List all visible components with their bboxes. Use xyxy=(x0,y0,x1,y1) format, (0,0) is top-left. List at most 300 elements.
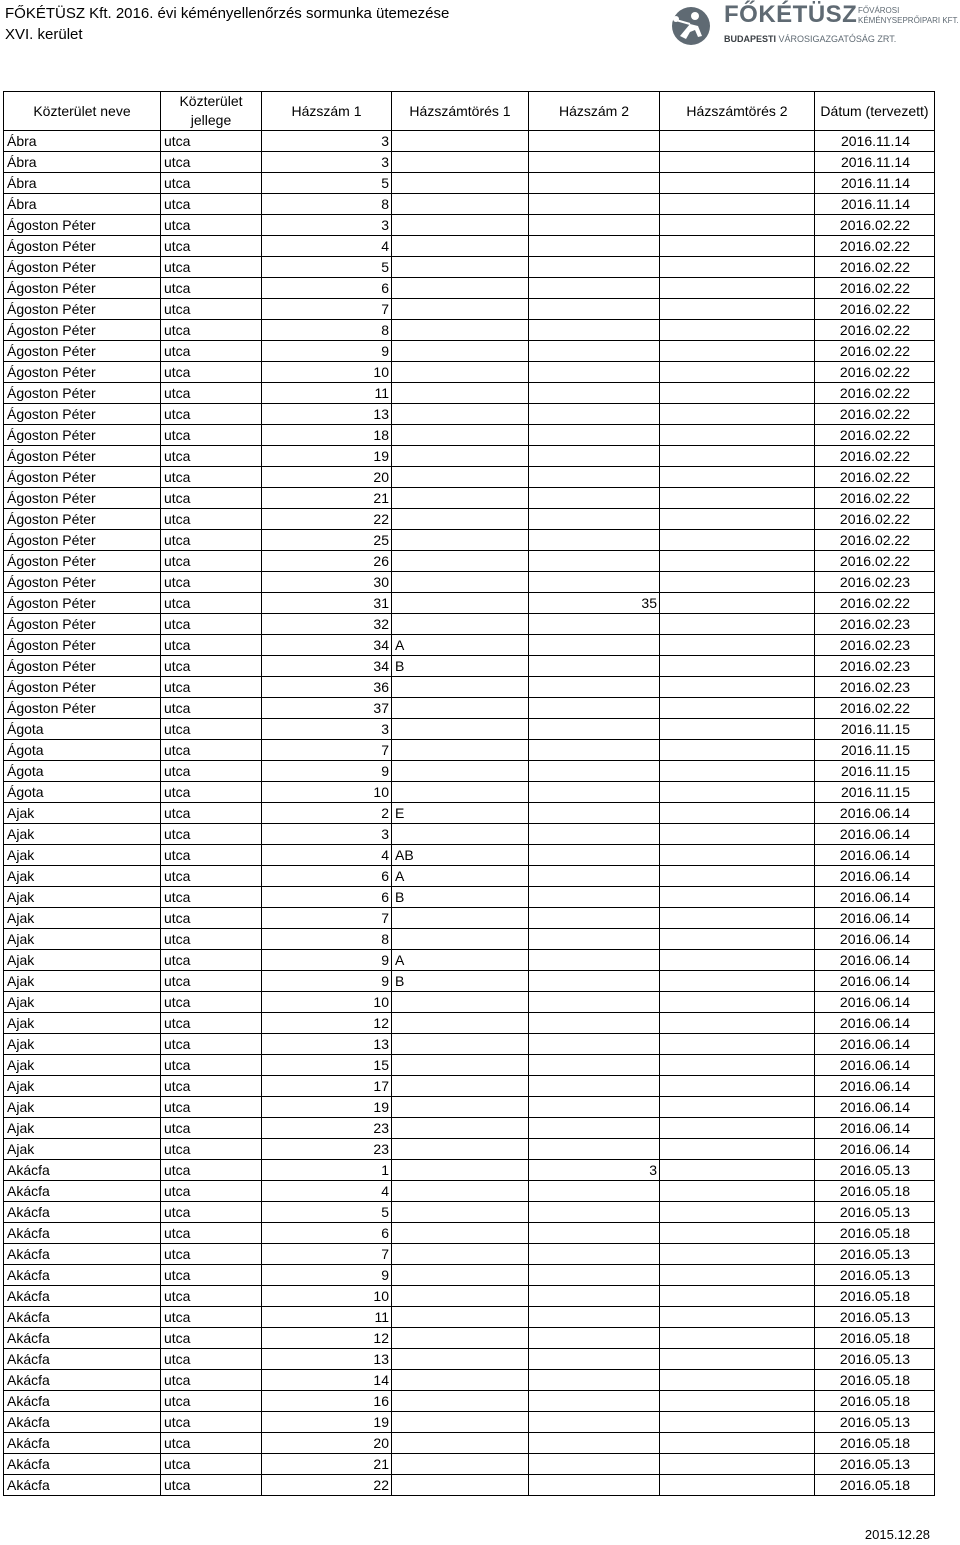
cell-hazszam-2 xyxy=(529,824,660,845)
cell-hazszam-2 xyxy=(529,299,660,320)
table-row xyxy=(4,740,935,761)
company-logo xyxy=(668,0,958,52)
cell-datum: 2016.05.13 xyxy=(815,1202,935,1223)
cell-datum: 2016.02.22 xyxy=(815,278,935,299)
cell-datum: 2016.02.22 xyxy=(815,362,935,383)
cell-hazszam-1: 9 xyxy=(262,971,392,992)
cell-hazszam-2 xyxy=(529,404,660,425)
cell-hazszam-2 xyxy=(529,677,660,698)
cell-kozterulet-jellege: utca xyxy=(161,887,262,908)
cell-datum: 2016.02.22 xyxy=(815,320,935,341)
cell-kozterulet-neve: Ágoston Péter xyxy=(4,572,161,593)
table-row xyxy=(4,530,935,551)
cell-kozterulet-jellege: utca xyxy=(161,1307,262,1328)
cell-hazszamtores-2 xyxy=(660,1139,815,1160)
cell-hazszamtores-1 xyxy=(392,1412,529,1433)
cell-hazszamtores-2 xyxy=(660,194,815,215)
table-row xyxy=(4,1118,935,1139)
cell-hazszamtores-1 xyxy=(392,782,529,803)
cell-kozterulet-jellege: utca xyxy=(161,1412,262,1433)
cell-hazszam-1: 2 xyxy=(262,803,392,824)
table-row xyxy=(4,1454,935,1475)
cell-hazszamtores-2 xyxy=(660,971,815,992)
cell-hazszam-2 xyxy=(529,1265,660,1286)
cell-kozterulet-neve: Ágoston Péter xyxy=(4,467,161,488)
cell-kozterulet-jellege: utca xyxy=(161,635,262,656)
cell-hazszam-1: 22 xyxy=(262,509,392,530)
cell-datum: 2016.05.18 xyxy=(815,1328,935,1349)
cell-kozterulet-neve: Ágoston Péter xyxy=(4,677,161,698)
table-row xyxy=(4,467,935,488)
cell-hazszamtores-2 xyxy=(660,635,815,656)
cell-hazszamtores-1 xyxy=(392,1370,529,1391)
cell-hazszam-1: 9 xyxy=(262,950,392,971)
cell-hazszamtores-2 xyxy=(660,1118,815,1139)
cell-kozterulet-neve: Ajak xyxy=(4,1034,161,1055)
table-row xyxy=(4,1475,935,1496)
cell-hazszamtores-2 xyxy=(660,1265,815,1286)
cell-hazszam-1: 21 xyxy=(262,1454,392,1475)
cell-hazszamtores-2 xyxy=(660,152,815,173)
cell-hazszamtores-2 xyxy=(660,614,815,635)
cell-kozterulet-neve: Ágoston Péter xyxy=(4,236,161,257)
cell-hazszam-1: 31 xyxy=(262,593,392,614)
cell-datum: 2016.02.22 xyxy=(815,404,935,425)
cell-hazszam-2 xyxy=(529,929,660,950)
table-row xyxy=(4,1286,935,1307)
cell-kozterulet-neve: Ábra xyxy=(4,194,161,215)
cell-hazszamtores-2 xyxy=(660,509,815,530)
cell-hazszamtores-1 xyxy=(392,278,529,299)
cell-hazszam-2 xyxy=(529,1433,660,1454)
cell-hazszamtores-1 xyxy=(392,677,529,698)
cell-datum: 2016.06.14 xyxy=(815,992,935,1013)
cell-kozterulet-jellege: utca xyxy=(161,1118,262,1139)
cell-hazszam-2 xyxy=(529,1349,660,1370)
table-row xyxy=(4,1391,935,1412)
cell-hazszamtores-2 xyxy=(660,467,815,488)
cell-hazszam-2 xyxy=(529,740,660,761)
cell-kozterulet-neve: Akácfa xyxy=(4,1454,161,1475)
cell-hazszamtores-1 xyxy=(392,719,529,740)
cell-datum: 2016.06.14 xyxy=(815,1097,935,1118)
cell-hazszam-2 xyxy=(529,1055,660,1076)
chimney-sweep-emblem-icon xyxy=(668,6,714,46)
cell-hazszamtores-1 xyxy=(392,341,529,362)
cell-hazszamtores-2 xyxy=(660,320,815,341)
cell-hazszamtores-1 xyxy=(392,1181,529,1202)
cell-hazszamtores-1 xyxy=(392,257,529,278)
cell-hazszam-2 xyxy=(529,761,660,782)
cell-datum: 2016.06.14 xyxy=(815,887,935,908)
cell-kozterulet-neve: Ágoston Péter xyxy=(4,614,161,635)
table-row xyxy=(4,824,935,845)
cell-hazszamtores-1 xyxy=(392,1160,529,1181)
cell-hazszam-1: 36 xyxy=(262,677,392,698)
cell-hazszamtores-2 xyxy=(660,572,815,593)
cell-hazszamtores-2 xyxy=(660,236,815,257)
cell-hazszam-1: 14 xyxy=(262,1370,392,1391)
cell-kozterulet-jellege: utca xyxy=(161,803,262,824)
cell-hazszamtores-2 xyxy=(660,1370,815,1391)
cell-hazszam-2: 35 xyxy=(529,593,660,614)
cell-datum: 2016.05.18 xyxy=(815,1181,935,1202)
cell-kozterulet-neve: Akácfa xyxy=(4,1370,161,1391)
cell-kozterulet-neve: Ágoston Péter xyxy=(4,656,161,677)
cell-hazszam-2 xyxy=(529,1034,660,1055)
table-row xyxy=(4,677,935,698)
cell-hazszam-2 xyxy=(529,614,660,635)
table-row xyxy=(4,1433,935,1454)
cell-hazszam-2 xyxy=(529,971,660,992)
cell-kozterulet-neve: Akácfa xyxy=(4,1433,161,1454)
cell-hazszamtores-2 xyxy=(660,761,815,782)
cell-kozterulet-neve: Ágoston Péter xyxy=(4,698,161,719)
cell-hazszam-2 xyxy=(529,551,660,572)
cell-kozterulet-neve: Ajak xyxy=(4,929,161,950)
cell-hazszamtores-2 xyxy=(660,845,815,866)
cell-hazszam-2 xyxy=(529,992,660,1013)
cell-hazszam-2 xyxy=(529,1412,660,1433)
cell-kozterulet-neve: Ábra xyxy=(4,152,161,173)
cell-hazszamtores-2 xyxy=(660,257,815,278)
cell-datum: 2016.05.13 xyxy=(815,1307,935,1328)
cell-kozterulet-jellege: utca xyxy=(161,173,262,194)
cell-kozterulet-jellege: utca xyxy=(161,1013,262,1034)
cell-hazszam-1: 11 xyxy=(262,1307,392,1328)
logo-bottom-bold: BUDAPESTI xyxy=(724,34,777,44)
logo-sub-line-1: FŐVÁROSI xyxy=(858,6,900,15)
cell-kozterulet-jellege: utca xyxy=(161,1328,262,1349)
cell-datum: 2016.05.18 xyxy=(815,1475,935,1496)
logo-bottom-line xyxy=(724,34,896,45)
cell-hazszam-2 xyxy=(529,887,660,908)
cell-hazszam-2 xyxy=(529,1223,660,1244)
cell-kozterulet-neve: Ágoston Péter xyxy=(4,446,161,467)
cell-hazszam-2 xyxy=(529,1328,660,1349)
cell-hazszam-2 xyxy=(529,341,660,362)
cell-kozterulet-neve: Ágoston Péter xyxy=(4,551,161,572)
table-row xyxy=(4,509,935,530)
cell-hazszam-2 xyxy=(529,320,660,341)
cell-hazszam-2 xyxy=(529,1013,660,1034)
table-row xyxy=(4,1244,935,1265)
cell-datum: 2016.02.23 xyxy=(815,656,935,677)
cell-hazszam-2 xyxy=(529,1202,660,1223)
cell-hazszamtores-2 xyxy=(660,1307,815,1328)
table-body xyxy=(4,131,935,1496)
cell-hazszamtores-2 xyxy=(660,1433,815,1454)
logo-sub-line-2: KÉMÉNYSEPRŐIPARI KFT. xyxy=(858,16,959,25)
cell-hazszam-1: 16 xyxy=(262,1391,392,1412)
cell-hazszam-2 xyxy=(529,467,660,488)
table-row xyxy=(4,698,935,719)
cell-hazszam-2 xyxy=(529,1307,660,1328)
cell-kozterulet-jellege: utca xyxy=(161,950,262,971)
cell-datum: 2016.11.14 xyxy=(815,152,935,173)
cell-hazszamtores-1 xyxy=(392,194,529,215)
cell-hazszam-1: 5 xyxy=(262,257,392,278)
cell-hazszamtores-1 xyxy=(392,320,529,341)
cell-hazszamtores-1 xyxy=(392,698,529,719)
cell-hazszam-1: 13 xyxy=(262,1349,392,1370)
cell-hazszamtores-1 xyxy=(392,1307,529,1328)
cell-hazszam-2 xyxy=(529,782,660,803)
cell-kozterulet-neve: Ajak xyxy=(4,845,161,866)
table-row xyxy=(4,1307,935,1328)
schedule-table xyxy=(3,91,935,1496)
cell-hazszamtores-1 xyxy=(392,215,529,236)
cell-datum: 2016.05.13 xyxy=(815,1265,935,1286)
cell-hazszam-1: 18 xyxy=(262,425,392,446)
cell-hazszam-2 xyxy=(529,635,660,656)
cell-datum: 2016.02.22 xyxy=(815,467,935,488)
cell-hazszam-1: 9 xyxy=(262,761,392,782)
cell-kozterulet-neve: Ábra xyxy=(4,173,161,194)
cell-hazszamtores-2 xyxy=(660,1097,815,1118)
cell-hazszamtores-1 xyxy=(392,404,529,425)
cell-hazszamtores-1 xyxy=(392,1286,529,1307)
header-hazszam-2: Házszám 2 xyxy=(529,92,660,131)
cell-hazszam-1: 34 xyxy=(262,656,392,677)
cell-kozterulet-neve: Ágoston Péter xyxy=(4,509,161,530)
cell-hazszam-1: 7 xyxy=(262,740,392,761)
cell-datum: 2016.05.18 xyxy=(815,1391,935,1412)
cell-kozterulet-neve: Ágoston Péter xyxy=(4,425,161,446)
header-hazszamtores-2: Házszámtörés 2 xyxy=(660,92,815,131)
cell-hazszamtores-1 xyxy=(392,299,529,320)
cell-datum: 2016.06.14 xyxy=(815,824,935,845)
table-row xyxy=(4,278,935,299)
cell-datum: 2016.06.14 xyxy=(815,1055,935,1076)
cell-datum: 2016.05.18 xyxy=(815,1433,935,1454)
table-row xyxy=(4,719,935,740)
cell-kozterulet-neve: Ajak xyxy=(4,1097,161,1118)
cell-kozterulet-jellege: utca xyxy=(161,866,262,887)
cell-hazszamtores-1 xyxy=(392,131,529,152)
cell-hazszam-1: 30 xyxy=(262,572,392,593)
cell-datum: 2016.05.18 xyxy=(815,1286,935,1307)
table-row xyxy=(4,593,935,614)
cell-datum: 2016.11.15 xyxy=(815,719,935,740)
cell-hazszam-2 xyxy=(529,278,660,299)
cell-kozterulet-jellege: utca xyxy=(161,278,262,299)
cell-kozterulet-neve: Ajak xyxy=(4,1139,161,1160)
cell-hazszam-2 xyxy=(529,572,660,593)
cell-hazszam-2 xyxy=(529,803,660,824)
cell-hazszam-2 xyxy=(529,908,660,929)
cell-hazszamtores-1 xyxy=(392,1391,529,1412)
cell-datum: 2016.02.22 xyxy=(815,509,935,530)
table-row xyxy=(4,614,935,635)
cell-hazszamtores-1 xyxy=(392,908,529,929)
cell-datum: 2016.02.22 xyxy=(815,215,935,236)
cell-hazszamtores-1 xyxy=(392,1328,529,1349)
table-row xyxy=(4,971,935,992)
cell-hazszamtores-1 xyxy=(392,1055,529,1076)
cell-kozterulet-neve: Ábra xyxy=(4,131,161,152)
cell-hazszam-1: 10 xyxy=(262,782,392,803)
cell-datum: 2016.11.14 xyxy=(815,131,935,152)
cell-datum: 2016.02.22 xyxy=(815,446,935,467)
cell-hazszam-1: 3 xyxy=(262,824,392,845)
cell-hazszamtores-1 xyxy=(392,446,529,467)
cell-kozterulet-jellege: utca xyxy=(161,530,262,551)
cell-kozterulet-jellege: utca xyxy=(161,299,262,320)
cell-kozterulet-jellege: utca xyxy=(161,1265,262,1286)
cell-kozterulet-jellege: utca xyxy=(161,677,262,698)
cell-hazszam-2 xyxy=(529,1097,660,1118)
table-row xyxy=(4,1265,935,1286)
cell-hazszamtores-1 xyxy=(392,1076,529,1097)
cell-kozterulet-neve: Akácfa xyxy=(4,1475,161,1496)
cell-hazszamtores-2 xyxy=(660,1223,815,1244)
cell-hazszam-2 xyxy=(529,383,660,404)
cell-kozterulet-neve: Ajak xyxy=(4,1055,161,1076)
cell-hazszamtores-2 xyxy=(660,1349,815,1370)
cell-kozterulet-jellege: utca xyxy=(161,320,262,341)
cell-kozterulet-jellege: utca xyxy=(161,1160,262,1181)
cell-hazszam-2 xyxy=(529,215,660,236)
cell-hazszamtores-1 xyxy=(392,152,529,173)
cell-kozterulet-jellege: utca xyxy=(161,236,262,257)
cell-hazszam-1: 19 xyxy=(262,1412,392,1433)
cell-datum: 2016.11.14 xyxy=(815,173,935,194)
cell-hazszam-1: 22 xyxy=(262,1475,392,1496)
table-row xyxy=(4,1076,935,1097)
cell-datum: 2016.02.22 xyxy=(815,551,935,572)
cell-hazszamtores-1 xyxy=(392,572,529,593)
table-row xyxy=(4,215,935,236)
cell-hazszamtores-1 xyxy=(392,824,529,845)
cell-hazszam-2 xyxy=(529,1454,660,1475)
cell-hazszamtores-2 xyxy=(660,1034,815,1055)
table-row xyxy=(4,656,935,677)
cell-kozterulet-neve: Ajak xyxy=(4,950,161,971)
cell-kozterulet-jellege: utca xyxy=(161,1349,262,1370)
cell-kozterulet-jellege: utca xyxy=(161,971,262,992)
cell-hazszam-1: 25 xyxy=(262,530,392,551)
cell-kozterulet-jellege: utca xyxy=(161,1034,262,1055)
cell-hazszam-2 xyxy=(529,1286,660,1307)
cell-datum: 2016.02.23 xyxy=(815,614,935,635)
cell-hazszamtores-1 xyxy=(392,614,529,635)
cell-hazszam-1: 4 xyxy=(262,845,392,866)
cell-kozterulet-jellege: utca xyxy=(161,719,262,740)
cell-hazszamtores-1: AB xyxy=(392,845,529,866)
cell-hazszam-1: 3 xyxy=(262,215,392,236)
cell-hazszam-2: 3 xyxy=(529,1160,660,1181)
table-row xyxy=(4,173,935,194)
cell-hazszamtores-1 xyxy=(392,488,529,509)
cell-hazszam-1: 12 xyxy=(262,1013,392,1034)
cell-hazszam-2 xyxy=(529,488,660,509)
cell-hazszamtores-2 xyxy=(660,173,815,194)
cell-kozterulet-jellege: utca xyxy=(161,929,262,950)
cell-datum: 2016.11.15 xyxy=(815,761,935,782)
cell-kozterulet-jellege: utca xyxy=(161,215,262,236)
cell-hazszam-1: 34 xyxy=(262,635,392,656)
cell-kozterulet-jellege: utca xyxy=(161,341,262,362)
table-row xyxy=(4,887,935,908)
cell-hazszam-1: 19 xyxy=(262,446,392,467)
cell-kozterulet-jellege: utca xyxy=(161,1076,262,1097)
cell-kozterulet-neve: Ágota xyxy=(4,782,161,803)
document-title xyxy=(5,3,449,45)
cell-datum: 2016.02.22 xyxy=(815,341,935,362)
cell-datum: 2016.02.22 xyxy=(815,488,935,509)
cell-hazszam-1: 20 xyxy=(262,467,392,488)
cell-datum: 2016.02.22 xyxy=(815,383,935,404)
cell-kozterulet-jellege: utca xyxy=(161,992,262,1013)
cell-hazszam-2 xyxy=(529,698,660,719)
table-row xyxy=(4,299,935,320)
cell-hazszamtores-1 xyxy=(392,1097,529,1118)
cell-hazszamtores-2 xyxy=(660,383,815,404)
cell-kozterulet-neve: Ajak xyxy=(4,1118,161,1139)
cell-hazszamtores-1 xyxy=(392,1475,529,1496)
cell-hazszam-2 xyxy=(529,173,660,194)
table-row xyxy=(4,194,935,215)
cell-kozterulet-neve: Ágota xyxy=(4,740,161,761)
cell-hazszamtores-1 xyxy=(392,1139,529,1160)
table-row xyxy=(4,635,935,656)
cell-kozterulet-jellege: utca xyxy=(161,1202,262,1223)
cell-hazszamtores-1 xyxy=(392,1265,529,1286)
cell-hazszam-2 xyxy=(529,509,660,530)
cell-kozterulet-jellege: utca xyxy=(161,1139,262,1160)
cell-kozterulet-neve: Ajak xyxy=(4,887,161,908)
cell-hazszam-2 xyxy=(529,656,660,677)
cell-hazszamtores-2 xyxy=(660,1013,815,1034)
table-row xyxy=(4,992,935,1013)
cell-datum: 2016.02.22 xyxy=(815,257,935,278)
cell-hazszamtores-1: B xyxy=(392,656,529,677)
cell-kozterulet-jellege: utca xyxy=(161,1223,262,1244)
cell-hazszamtores-2 xyxy=(660,425,815,446)
table-row xyxy=(4,950,935,971)
cell-kozterulet-neve: Akácfa xyxy=(4,1286,161,1307)
table-row xyxy=(4,782,935,803)
cell-hazszamtores-2 xyxy=(660,740,815,761)
cell-hazszamtores-1: B xyxy=(392,971,529,992)
cell-hazszamtores-2 xyxy=(660,677,815,698)
cell-hazszam-1: 13 xyxy=(262,1034,392,1055)
cell-kozterulet-neve: Akácfa xyxy=(4,1265,161,1286)
cell-hazszam-2 xyxy=(529,236,660,257)
cell-hazszamtores-1 xyxy=(392,236,529,257)
cell-kozterulet-jellege: utca xyxy=(161,656,262,677)
cell-hazszamtores-2 xyxy=(660,698,815,719)
cell-hazszam-1: 4 xyxy=(262,1181,392,1202)
cell-hazszamtores-1 xyxy=(392,740,529,761)
cell-hazszam-2 xyxy=(529,446,660,467)
cell-hazszamtores-1 xyxy=(392,1013,529,1034)
cell-kozterulet-neve: Ajak xyxy=(4,992,161,1013)
cell-kozterulet-neve: Akácfa xyxy=(4,1328,161,1349)
cell-kozterulet-neve: Ágoston Péter xyxy=(4,635,161,656)
cell-hazszamtores-2 xyxy=(660,719,815,740)
cell-kozterulet-jellege: utca xyxy=(161,824,262,845)
cell-hazszamtores-2 xyxy=(660,1055,815,1076)
cell-hazszamtores-1 xyxy=(392,929,529,950)
cell-kozterulet-neve: Akácfa xyxy=(4,1244,161,1265)
table-row xyxy=(4,1139,935,1160)
cell-kozterulet-jellege: utca xyxy=(161,362,262,383)
cell-kozterulet-neve: Ágoston Péter xyxy=(4,530,161,551)
cell-hazszam-2 xyxy=(529,1244,660,1265)
cell-kozterulet-neve: Ajak xyxy=(4,1076,161,1097)
